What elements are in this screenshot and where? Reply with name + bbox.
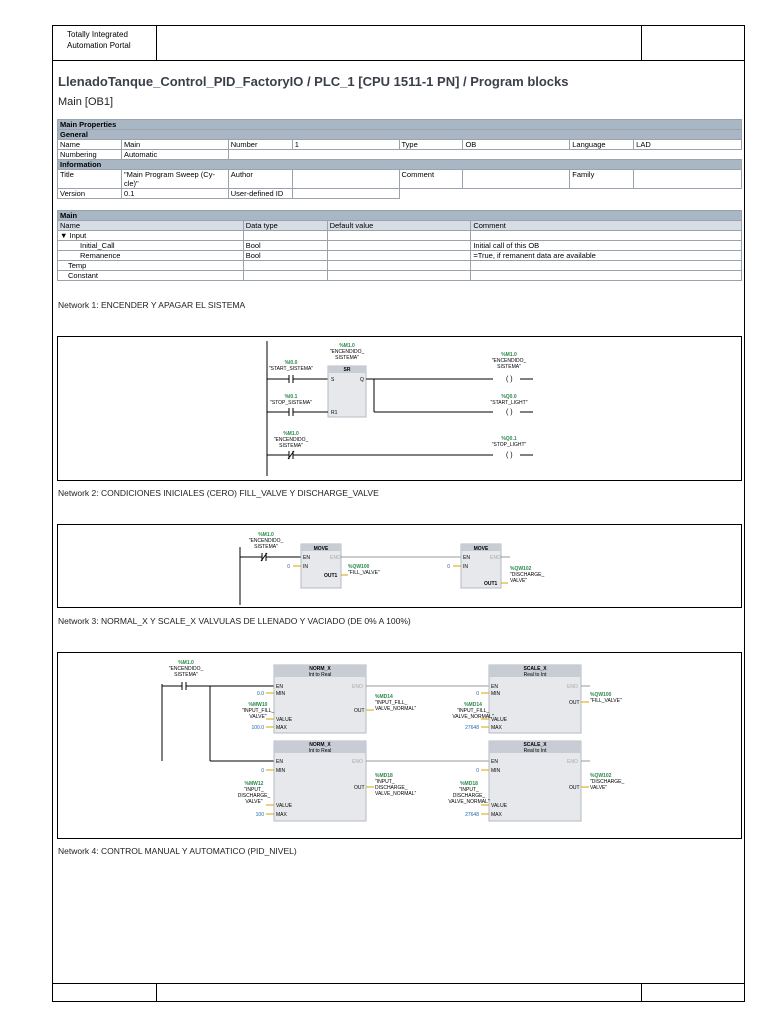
svg-text:0: 0 bbox=[476, 691, 479, 697]
svg-text:VALVE_NORMAL": VALVE_NORMAL" bbox=[448, 799, 490, 805]
scale-x-block-2: SCALE_X bbox=[523, 742, 547, 748]
svg-text:MAX: MAX bbox=[276, 812, 287, 818]
svg-text:MAX: MAX bbox=[491, 812, 502, 818]
svg-text:OUT: OUT bbox=[354, 708, 365, 714]
svg-text:%MD18: %MD18 bbox=[375, 773, 393, 779]
interface-section: Main bbox=[58, 211, 742, 221]
svg-text:Int to Real: Int to Real bbox=[308, 672, 332, 678]
svg-text:SISTEMA": SISTEMA" bbox=[279, 443, 303, 449]
properties-table: Main Properties General Name Main Number 1 Type OB Language LAD Numbering Automatic Information Title "Main Program Sweep (Cy- cle)" Author Comment Family Version 0.1 User-defined ID bbox=[57, 119, 742, 199]
svg-text:ENO: ENO bbox=[352, 759, 363, 765]
svg-text:SISTEMA": SISTEMA" bbox=[254, 544, 278, 550]
svg-text:VALVE_NORMAL": VALVE_NORMAL" bbox=[452, 714, 494, 720]
svg-text:%QW100: %QW100 bbox=[348, 564, 370, 570]
svg-text:%MD14: %MD14 bbox=[375, 694, 393, 700]
svg-text:%QW102: %QW102 bbox=[590, 773, 612, 779]
svg-text:ENO: ENO bbox=[352, 684, 363, 690]
scale-x-block-1: SCALE_X bbox=[523, 666, 547, 672]
svg-text:27648: 27648 bbox=[465, 812, 479, 818]
svg-text:ENO: ENO bbox=[567, 759, 578, 765]
svg-text:SISTEMA": SISTEMA" bbox=[335, 355, 359, 361]
svg-text:"FILL_VALVE": "FILL_VALVE" bbox=[590, 698, 622, 704]
svg-text:"INPUT_: "INPUT_ bbox=[459, 787, 479, 793]
information-section: Information bbox=[58, 160, 742, 170]
svg-text:"INPUT_FILL_: "INPUT_FILL_ bbox=[375, 700, 408, 706]
svg-text:( ): ( ) bbox=[506, 376, 513, 383]
svg-text:IN: IN bbox=[303, 564, 308, 570]
svg-text:VALVE": VALVE" bbox=[249, 714, 267, 720]
collapse-arrow-icon[interactable]: ▼ bbox=[60, 231, 68, 240]
svg-text:%MD18: %MD18 bbox=[460, 781, 478, 787]
svg-text:VALVE": VALVE" bbox=[590, 785, 608, 791]
svg-text:EN: EN bbox=[303, 555, 310, 561]
svg-text:%MD14: %MD14 bbox=[464, 702, 482, 708]
network-3-title: Network 3: NORMAL_X Y SCALE_X VALVULAS DE LLENADO Y VACIADO (DE 0% A 100%) bbox=[58, 616, 411, 626]
svg-text:VALUE: VALUE bbox=[491, 717, 508, 723]
svg-text:"ENCENDIDO_: "ENCENDIDO_ bbox=[273, 437, 309, 443]
move-block-1: MOVE bbox=[313, 546, 329, 552]
input-group[interactable]: ▼ Input bbox=[58, 231, 244, 241]
svg-text:0: 0 bbox=[447, 564, 450, 570]
svg-text:S: S bbox=[331, 377, 335, 383]
network-2-diagram bbox=[57, 524, 742, 608]
svg-text:SISTEMA": SISTEMA" bbox=[174, 672, 198, 678]
svg-text:OUT1: OUT1 bbox=[324, 573, 338, 579]
svg-text:"DISCHARGE_: "DISCHARGE_ bbox=[590, 779, 625, 785]
svg-text:IN: IN bbox=[463, 564, 468, 570]
svg-text:%QW102: %QW102 bbox=[510, 566, 532, 572]
svg-text:27648: 27648 bbox=[465, 725, 479, 731]
svg-text:( ): ( ) bbox=[506, 409, 513, 416]
svg-text:"INPUT_FILL_: "INPUT_FILL_ bbox=[456, 708, 490, 714]
svg-text:MAX: MAX bbox=[491, 725, 502, 731]
network-4-title: Network 4: CONTROL MANUAL Y AUTOMATICO (PID_NIVEL) bbox=[58, 846, 297, 856]
svg-text:Q: Q bbox=[360, 377, 364, 383]
svg-text:%M1.0: %M1.0 bbox=[501, 352, 517, 358]
svg-text:%MW10: %MW10 bbox=[248, 702, 268, 708]
svg-text:EN: EN bbox=[463, 555, 470, 561]
svg-text:"DISCHARGE_: "DISCHARGE_ bbox=[510, 572, 545, 578]
svg-text:DISCHARGE_: DISCHARGE_ bbox=[375, 785, 408, 791]
svg-text:DISCHARGE_: DISCHARGE_ bbox=[452, 793, 486, 799]
svg-text:MAX: MAX bbox=[276, 725, 287, 731]
svg-text:%QW100: %QW100 bbox=[590, 692, 612, 698]
svg-text:"START_LIGHT": "START_LIGHT" bbox=[490, 400, 528, 406]
move-block-2: MOVE bbox=[473, 546, 489, 552]
svg-text:ENO: ENO bbox=[330, 555, 341, 561]
svg-text:OUT: OUT bbox=[354, 785, 365, 791]
svg-text:"ENCENDIDO_: "ENCENDIDO_ bbox=[168, 666, 204, 672]
svg-text:MIN: MIN bbox=[276, 768, 286, 774]
svg-text:"START_SISTEMA": "START_SISTEMA" bbox=[268, 366, 314, 372]
svg-text:ENO: ENO bbox=[490, 555, 501, 561]
svg-text:%I0.1: %I0.1 bbox=[284, 394, 298, 400]
svg-text:"INPUT_: "INPUT_ bbox=[244, 787, 264, 793]
svg-text:"FILL_VALVE": "FILL_VALVE" bbox=[348, 570, 380, 576]
svg-text:VALVE": VALVE" bbox=[245, 799, 263, 805]
svg-text:100.0: 100.0 bbox=[251, 725, 264, 731]
network-1-diagram bbox=[57, 336, 742, 481]
svg-text:Real to Int: Real to Int bbox=[523, 672, 547, 678]
svg-text:"INPUT_: "INPUT_ bbox=[375, 779, 395, 785]
svg-text:SISTEMA": SISTEMA" bbox=[497, 364, 521, 370]
svg-text:VALUE: VALUE bbox=[276, 803, 293, 809]
svg-text:0.0: 0.0 bbox=[257, 691, 264, 697]
svg-text:%MW12: %MW12 bbox=[244, 781, 264, 787]
interface-table: Main Name Data type Default value Comment ▼ Input Initial_Call Bool Initial call of this OB Remanence Bool =True, if remanent data are available Temp Constant bbox=[57, 210, 742, 281]
svg-text:%Q0.1: %Q0.1 bbox=[501, 436, 517, 442]
svg-text:0: 0 bbox=[287, 564, 290, 570]
svg-text:EN: EN bbox=[276, 684, 283, 690]
svg-text:VALVE_NORMAL": VALVE_NORMAL" bbox=[375, 706, 417, 712]
svg-text:MIN: MIN bbox=[491, 691, 501, 697]
svg-text:EN: EN bbox=[491, 684, 498, 690]
page-subtitle: Main [OB1] bbox=[58, 96, 114, 108]
svg-text:MIN: MIN bbox=[491, 768, 501, 774]
svg-text:%Q0.0: %Q0.0 bbox=[501, 394, 517, 400]
svg-text:%M1.0: %M1.0 bbox=[178, 660, 194, 666]
svg-text:OUT: OUT bbox=[569, 785, 580, 791]
svg-text:"ENCENDIDO_: "ENCENDIDO_ bbox=[329, 349, 365, 355]
svg-text:"ENCENDIDO_: "ENCENDIDO_ bbox=[248, 538, 284, 544]
svg-text:"ENCENDIDO_: "ENCENDIDO_ bbox=[491, 358, 527, 364]
svg-text:%M1.0: %M1.0 bbox=[283, 431, 299, 437]
properties-section: Main Properties bbox=[58, 120, 742, 130]
svg-text:%I0.0: %I0.0 bbox=[284, 360, 298, 366]
svg-text:( ): ( ) bbox=[506, 452, 513, 459]
svg-text:%M1.0: %M1.0 bbox=[258, 532, 274, 538]
svg-text:"INPUT_FILL_: "INPUT_FILL_ bbox=[241, 708, 275, 714]
svg-text:"STOP_SISTEMA": "STOP_SISTEMA" bbox=[270, 400, 312, 406]
norm-x-block-2: NORM_X bbox=[309, 742, 331, 748]
svg-text:EN: EN bbox=[491, 759, 498, 765]
svg-text:OUT1: OUT1 bbox=[484, 581, 498, 587]
svg-text:VALVE": VALVE" bbox=[510, 578, 528, 584]
network-1-title: Network 1: ENCENDER Y APAGAR EL SISTEMA bbox=[58, 300, 246, 310]
svg-text:VALUE: VALUE bbox=[491, 803, 508, 809]
svg-text:VALVE_NORMAL": VALVE_NORMAL" bbox=[375, 791, 417, 797]
norm-x-block-1: NORM_X bbox=[309, 666, 331, 672]
svg-text:MIN: MIN bbox=[276, 691, 286, 697]
svg-text:100: 100 bbox=[255, 812, 264, 818]
svg-text:Int to Real: Int to Real bbox=[308, 748, 332, 754]
svg-text:"STOP_LIGHT": "STOP_LIGHT" bbox=[491, 442, 527, 448]
page-header bbox=[53, 26, 744, 61]
svg-text:OUT: OUT bbox=[569, 700, 580, 706]
network-3-diagram bbox=[57, 652, 742, 839]
svg-text:R1: R1 bbox=[331, 410, 338, 416]
svg-text:0: 0 bbox=[261, 768, 264, 774]
portal-label: Totally Integrated Automation Portal bbox=[53, 26, 157, 60]
svg-text:VALUE: VALUE bbox=[276, 717, 293, 723]
svg-text:Real to Int: Real to Int bbox=[523, 748, 547, 754]
svg-text:0: 0 bbox=[476, 768, 479, 774]
general-section: General bbox=[58, 130, 742, 140]
svg-text:DISCHARGE_: DISCHARGE_ bbox=[237, 793, 271, 799]
page-title: LlenadoTanque_Control_PID_FactoryIO / PLC_1 [CPU 1511-1 PN] / Program blocks bbox=[58, 74, 569, 89]
svg-text:ENO: ENO bbox=[567, 684, 578, 690]
network-2-title: Network 2: CONDICIONES INICIALES (CERO) FILL_VALVE Y DISCHARGE_VALVE bbox=[58, 488, 379, 498]
sr-block: SR bbox=[343, 367, 351, 373]
svg-text:EN: EN bbox=[276, 759, 283, 765]
page-footer bbox=[53, 983, 744, 1001]
sr-operand-addr: %M1.0 bbox=[339, 343, 355, 349]
